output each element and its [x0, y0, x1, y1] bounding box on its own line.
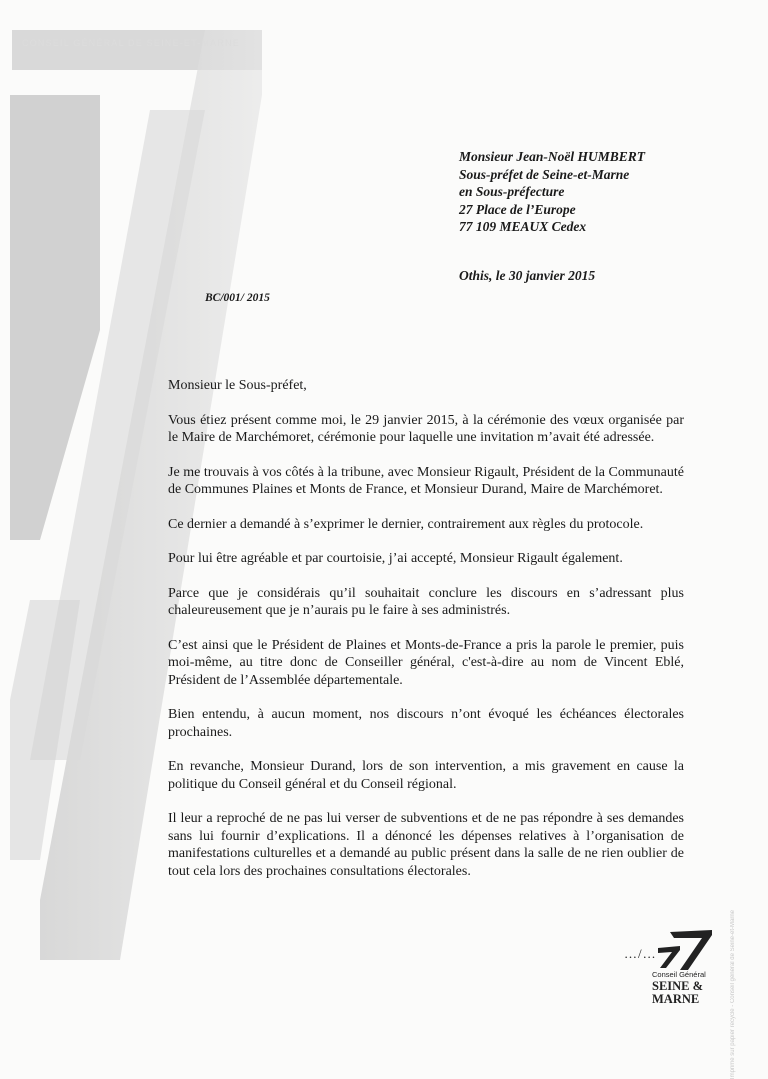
body-paragraph: Pour lui être agréable et par courtoisie, j’ai accepté, Monsieur Rigault également. — [168, 551, 623, 566]
salutation: Monsieur le Sous-préfet, — [168, 378, 307, 393]
continuation-mark: …/… — [624, 946, 657, 961]
body-paragraph: Vous étiez présent comme moi, le 29 janvier 2015, à la cérémonie des vœux organisée par le Maire de Marchémoret, cérémonie pour laquelle une invitation m’avait été adressée. — [168, 412, 684, 445]
recipient-address — [459, 148, 645, 236]
recipient-line: 77 109 MEAUX Cedex — [459, 219, 587, 234]
body-paragraph: C’est ainsi que le Président de Plaines et Monts-de-France a pris la parole le premier, puis moi-même, au titre donc de Conseiller général, c'est-à-dire au nom de Vincent Eblé, Président de l’Assemblée départementale. — [168, 637, 684, 688]
recipient-line: 27 Place de l’Europe — [459, 201, 576, 217]
letter-date: Othis, le 30 janvier 2015 — [459, 268, 596, 283]
body-paragraph: Il leur a reproché de ne pas lui verser de subventions et de ne pas répondre à ses demandes sans lui fournir d’explications. Il a dénoncé les dépenses relatives à l’organisation de manifestations culturelles et a demandé au public présent dans la salle de ne rien oublier de tout cela lors des prochaines consultations électorales. — [168, 811, 684, 879]
logo-small-text: Conseil Général — [652, 970, 706, 979]
logo-line1: SEINE & — [652, 979, 704, 993]
recipient-line: Sous-préfet de Seine-et-Marne — [459, 166, 630, 182]
body-paragraph: Parce que je considérais qu’il souhaitait conclure les discours en s’adressant plus chaleureusement que je n’aurais pu le faire à ses administrés. — [168, 585, 684, 618]
letter-body — [168, 377, 684, 897]
seine-et-marne-logo-icon — [652, 926, 714, 974]
recipient-line: en Sous-préfecture — [459, 184, 565, 199]
body-paragraph: Bien entendu, à aucun moment, nos discours n’ont évoqué les échéances électorales prochaines. — [168, 707, 684, 740]
body-paragraph: Ce dernier a demandé à s’exprimer le dernier, contrairement aux règles du protocole. — [168, 516, 644, 532]
recipient-line: Monsieur Jean-Noël HUMBERT — [459, 149, 646, 164]
logo-line2: MARNE — [652, 992, 700, 1006]
reference-number: BC/001/ 2015 — [205, 292, 270, 304]
letterhead-org-text: CONSEIL GÉNÉRAL DE SEINE-ET-MARNE — [22, 38, 240, 48]
side-note: Imprimé sur papier recyclé - Conseil général de Seine-et-Marne — [730, 910, 736, 1079]
body-paragraph: En revanche, Monsieur Durand, lors de son intervention, a mis gravement en cause la politique du Conseil général et du Conseil régional. — [168, 759, 684, 792]
body-paragraph: Je me trouvais à vos côtés à la tribune, avec Monsieur Rigault, Président de la Communauté de Communes Plaines et Monts de France, et Monsieur Durand, Maire de Marchémoret. — [168, 464, 684, 497]
